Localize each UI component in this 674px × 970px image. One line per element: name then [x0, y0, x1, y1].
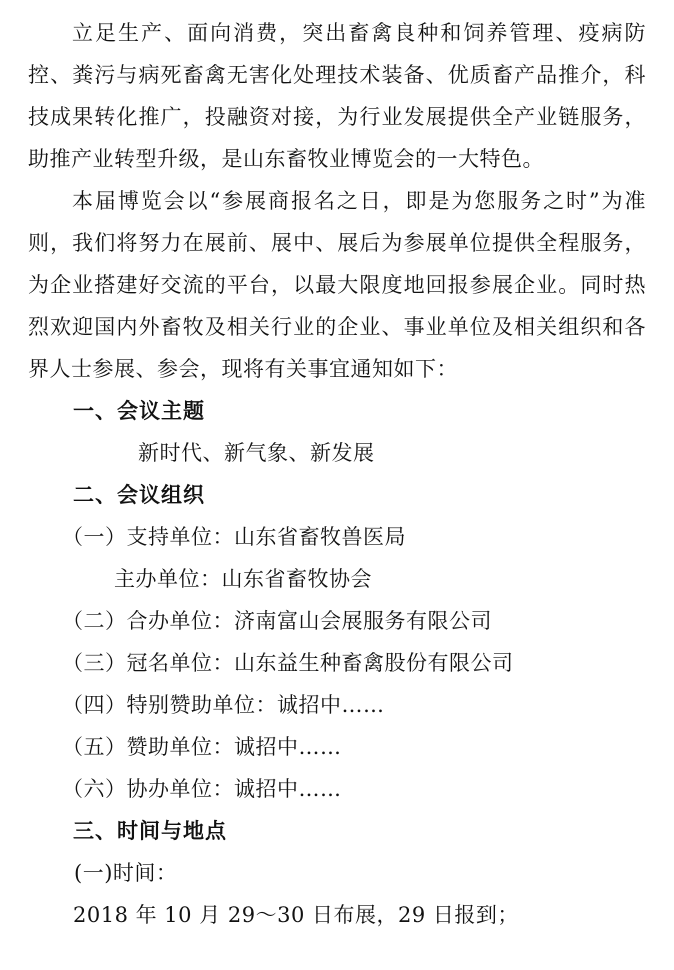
org-item-special-sponsor-unit: （四）特别赞助单位：诚招中…… [62, 693, 385, 717]
org-item-sponsor-unit: （五）赞助单位：诚招中…… [62, 735, 342, 759]
section-heading-organization: 二、会议组织 [73, 483, 205, 507]
section-heading-theme: 一、会议主题 [73, 399, 205, 423]
org-item-host-unit: 主办单位：山东省畜牧协会 [114, 567, 372, 591]
intro-paragraph: 立足生产、面向消费，突出畜禽良种和饲养管理、疫病防控、粪污与病死畜禽无害化处理技术装备、优质畜产品推介，科技成果转化推广，投融资对接，为行业发展提供全产业链服务，助推产业转型升级，是山东畜牧业博览会的一大特色。 [28, 21, 646, 171]
theme-text: 新时代、新气象、新发展 [138, 441, 375, 465]
org-item-support-unit: （一）支持单位：山东省畜牧兽医局 [62, 525, 406, 549]
service-paragraph: 本届博览会以“参展商报名之日，即是为您服务之时”为准则，我们将努力在展前、展中、展后为参展单位提供全程服务，为企业搭建好交流的平台，以最大限度地回报参展企业。同时热烈欢迎国内外畜牧及相关行业的企业、事业单位及相关组织和各界人士参展、参会，现将有关事宜通知如下： [28, 189, 646, 381]
time-label: (一)时间： [74, 861, 178, 885]
org-item-co-organizer-unit: （二）合办单位：济南富山会展服务有限公司 [62, 609, 492, 633]
org-item-title-sponsor-unit: （三）冠名单位：山东益生种畜禽股份有限公司 [62, 651, 514, 675]
section-heading-time-place: 三、时间与地点 [73, 819, 227, 843]
org-item-assisting-unit: （六）协办单位：诚招中…… [62, 777, 342, 801]
time-detail: 2018 年 10 月 29～30 日布展，29 日报到； [73, 903, 519, 927]
